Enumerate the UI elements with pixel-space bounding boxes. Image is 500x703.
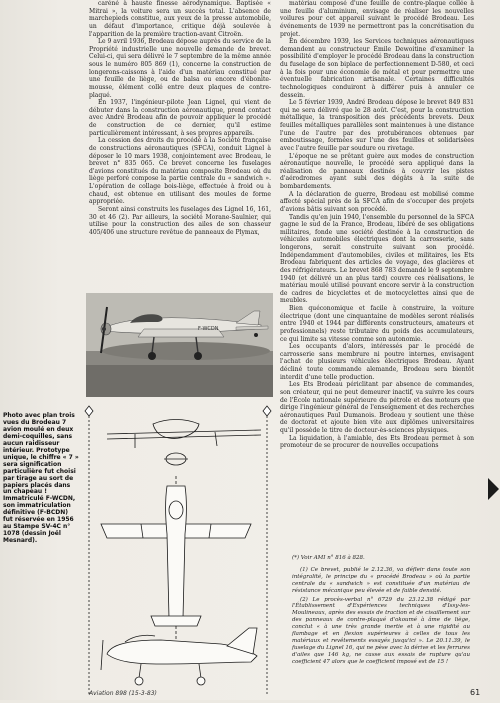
three-view-drawing	[81, 404, 278, 699]
registration-marking: F-WCDN	[198, 326, 219, 332]
left-article-column	[89, 0, 271, 291]
paragraph: En 1937, l'ingénieur-pilote Jean Lignel, qui vient de débuter dans la construction aéronautique, prend contact avec André Brodeau afin de pouvoir appliquer le procédé de construction de ce dernier, qu'il estime particulièrement intéressant, à ses propres appareils.	[89, 99, 271, 137]
photo-caption: Photo avec plan trois vues du Brodeau 7 avion moulé en deux demi-coquilles, sans aucun raidisseur intérieur. Prototype unique, le chiffre « 7 » sera signification particulière fut choisi par tirage au sort de papiers placés dans un chapeau ! Immatriculé F-WCDN, son immatriculation définitive (F-BCDN) fut réservée en 1956 au Stampe SV-4C n° 1078 (dessin Joël Mesnard).	[3, 412, 79, 545]
right-article-column	[280, 0, 474, 545]
paragraph: Seront ainsi construits les fuselages des Lignel 16, 161, 30 et 46 (2). Par ailleurs, la société Morane-Saulnier, qui utilise pour la construction des ailes de son chasseur 405/406 une structure revêtue de panneaux de Plymax,	[89, 205, 271, 236]
paragraph: Le 5 février 1939, André Brodeau dépose le brevet 849 831 qui ne sera délivré que le 28 août. C'est, pour la construction métallique, la transposition des précédents brevets. Deux feuilles métalliques parallèles sont maintenues à une distance l'une de l'autre par des protubérances obtenues par emboutissage, formées sur l'une des feuilles et solidarisées avec l'autre feuille par soudure ou rivetage.	[280, 99, 474, 152]
footnote: (1) Ce brevet, publié le 2.12.36, va défleir dans toute son intégralité, le principe du « procédé Brodeau » où la partie centrale du « sandwich » est constituée d'un matériau de résistance mécanique peu élevée et de faible densité.	[292, 566, 470, 594]
footnote: (2) Le procès-verbal n° 6729 du 23.12.38 rédigé par l'Établissement d'Expériences techniques d'Issy-les-Moulineaux, après des essais de traction et de cisaillement sur des panneaux de contre-plaqué d'okoumé à âme de liège, conclut « à une très grande inertie et à une rigidité au flambage et en flexion supérieures à celles de tous les matériaux et revêtements essayés jusqu'ici ». Le 20.11.39, le fuselage du Lignel 16, qui ne pèse avec la dérive et les ferrures d'ailes que 146 kg, ne casse aux essais de rupture qu'au coefficient 47 alors que le coefficient imposé est de 15 !	[292, 596, 470, 665]
footnotes	[292, 555, 470, 668]
paragraph: Bien quéconomique et facile à construire, la voiture électrique (dont une cinquantaine de modèles seront réalisés entre 1940 et 1944 par différents constructeurs, amateurs et professionnels) reste tributaire du poids des accumulateurs, ce qui limite sa vitesse comme son autonomie.	[280, 305, 474, 343]
issue-reference: Aviation 898 (15-3-83)	[89, 690, 157, 697]
paragraph: A la déclaration de guerre, Brodeau est mobilisé comme affecté spécial près de la SFCA afin de s'occuper des projets d'avions bâtis suivant son procédé.	[280, 190, 474, 213]
paragraph: Le 9 avril 1936, Brodeau dépose auprès du service de la Propriété industrielle une nouvelle demande de brevet. Celui-ci, qui sera délivré le 7 septembre de la même année sous le numéro 805 869 (1), concerne la construction de longerons-caissons à l'aide d'un matériau constitué par une feuille de liège, ou de balsa ou encore d'ébonite-mousse, élément collé entre deux plaques de contre-plaqué.	[89, 38, 271, 99]
paragraph: En décembre 1939, les Services techniques aéronautiques demandent au constructeur Émile Dewoitine d'examiner la possibilité d'employer le procédé Brodeau dans la construction du fuselage de son biplace de perfectionnement D-580, et ceci à la fois pour une économie de métal et pour permettre une éventuelle fabrication artisanale. Certaines difficultés technologiques conduiront à différer puis à annuler ce dessein.	[280, 38, 474, 99]
page-edge-arrow-icon	[488, 478, 499, 500]
paragraph: L'époque ne se prêtant guère aux modes de construction aéronautique nouvelle, le procédé sera appliqué dans la réalisation de panneaux destinés à couvrir les pistes d'aérodromes ayant subi des dégâts à la suite de bombardements.	[280, 152, 474, 190]
aircraft-photo	[86, 293, 273, 397]
paragraph: Les occupants d'alors, intéressés par le procédé de carrosserie sans membrure ni poutre internes, envisagent l'achat de plusieurs véhicules électriques Brodeau. Ayant décliné toute commande alemande, Brodeau sera bientôt interdit d'une telle production.	[280, 343, 474, 381]
paragraph: caréné à hauste finesse aérodynamique. Baptisée « Mitrai », la voiture sera un succès total. L'absence de marchepieds constitue, aux yeux de la presse automobile, un défaut d'importance, critique déjà soulevée à l'apparition de la première traction-avant Citroën.	[89, 0, 271, 38]
bibliography-note: (*) Voir AMI n° 816 à 828.	[292, 555, 365, 561]
paragraph: La cession des droits du procédé à la Société française de constructions aéronautiques (SFCA), conduit Lignel à déposer le 10 mars 1938, conjointement avec Brodeau, le brevet n° 835 065. Ce brevet concerne les fuselages d'avions constitués du matériau composite Brodeau où du liège perforé compose la partie centrale du « sandwich ». L'opération de collage bois-liège, effectuée à froid ou à chaud, est obtenue en utilisant des moules de forme appropriée.	[89, 137, 271, 206]
paragraph: Les Ets Brodeau périclitant par absence de commandes, son créateur, qui ne peut demeurer inactif, va suivre les cours de l'École nationale supérieure du pétrole et des moteurs que dirige l'ingénieur général de l'enseignement et des recherches aéronautiques Paul Dumanois. Brodeau y soutient une thèse de doctorat et ajoute bien vite aux diplômes universitaires qu'il possède le titre de docteur-ès-sciences physiques.	[280, 381, 474, 434]
three-view-plan	[81, 404, 278, 699]
paragraph: La liquidation, à l'amiable, des Ets Brodeau permet à son promoteur de se procurer de nouvelles occupations	[280, 434, 474, 450]
aircraft-photo-illustration	[86, 293, 273, 397]
paragraph: Tandis qu'en juin 1940, l'ensemble du personnel de la SFCA gagne le sud de la France, Brodeau, libéré de ses obligations militaires, fonde une société destinée à la construction de véhicules automobiles électriques dont la carrosserie, sans longerons, serait construite suivant son procédé. Indépendamment d'automobiles, civiles et militaires, les Ets Brodeau fabriquent des articles de voyage, des glacières et des réfrigérateurs. Le brevet 868 783 demandé le 9 septembre 1940 (et délivré un an plus tard) couvre ces réalisations, le matériau moulé utilisé pouvant encore servir à la construction de cadres de bicyclettes et de motocyclettes ainsi que de meubles.	[280, 213, 474, 305]
page-number: 61	[470, 688, 481, 697]
paragraph: matériau composé d'une feuille de contre-plaque collée à une feuille d'aluminium, envisage de réaliser les nouvelles voilures pour cet appareil suivant le procédé Brodeau. Les événements de 1939 ne permettront pas la concrétisation du projet.	[280, 0, 474, 38]
